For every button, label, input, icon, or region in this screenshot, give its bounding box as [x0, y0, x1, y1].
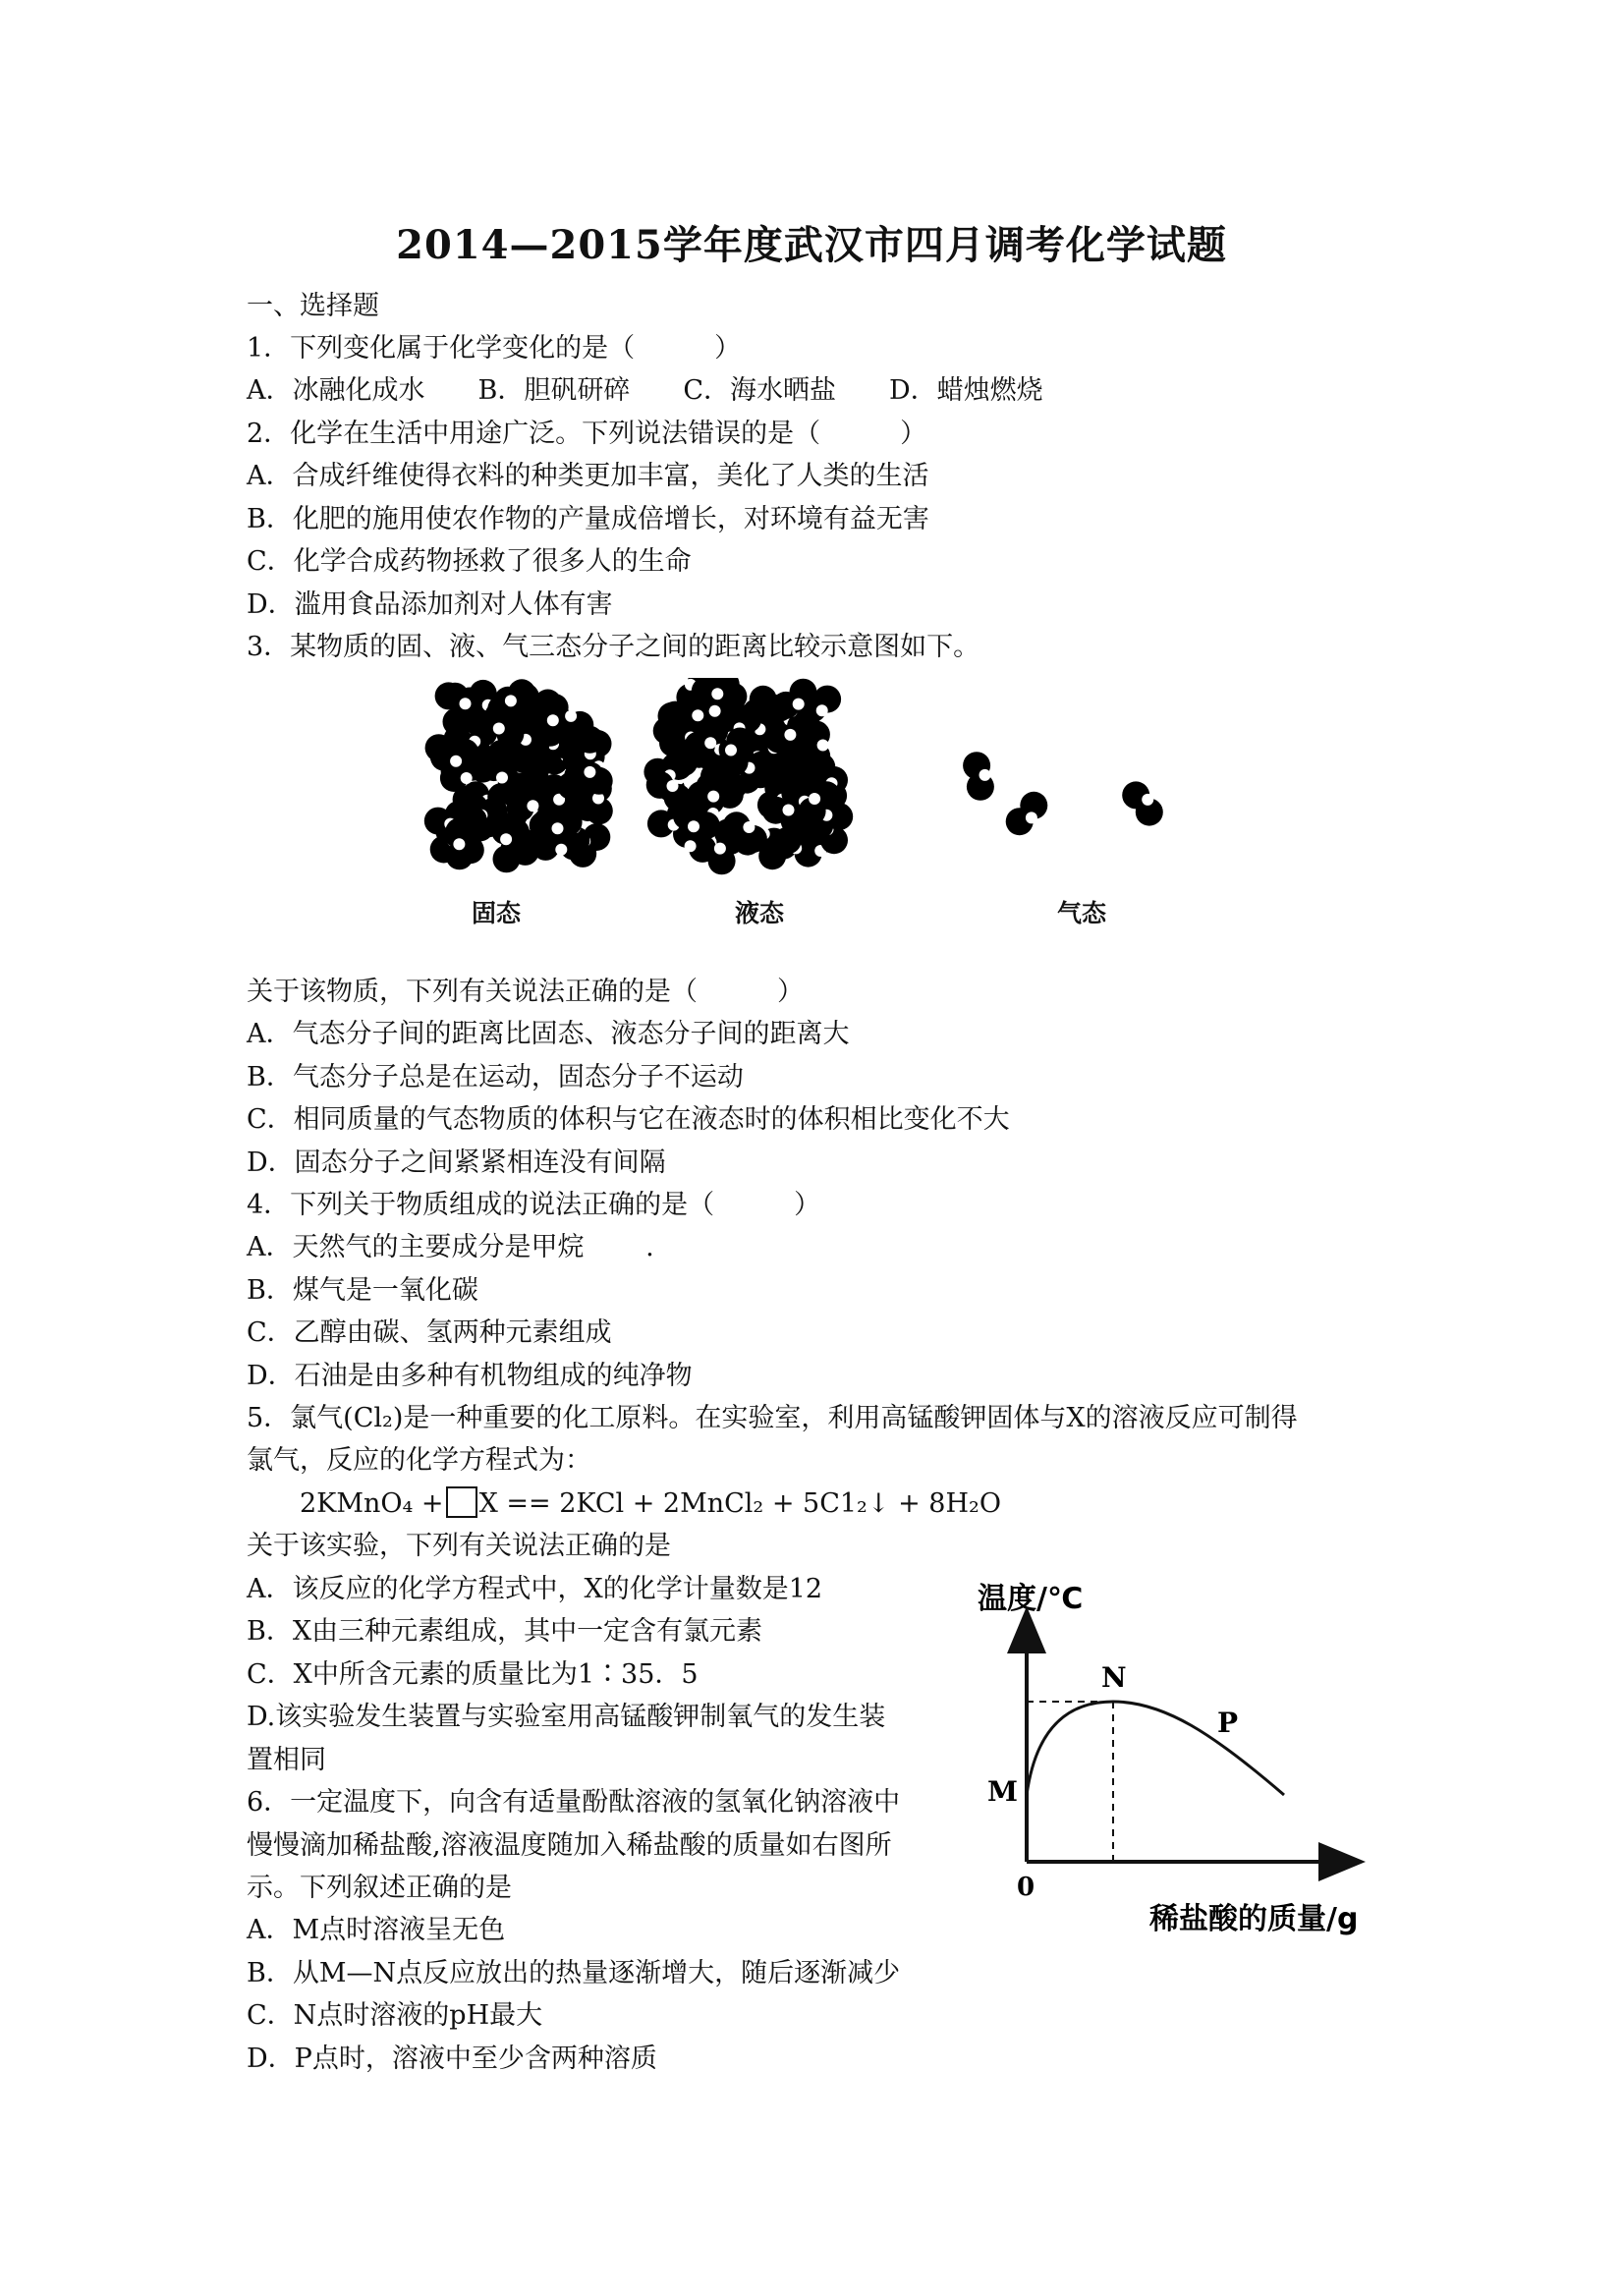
q5-option-d: D.该实验发生装置与实验室用高锰酸钾制氧气的发生装 [247, 1702, 886, 1732]
solid-state-image [424, 679, 613, 872]
question-6: 6．一定温度下，向含有适量酚酞溶液的氢氧化钠溶液中 [247, 1787, 901, 1818]
q4-option-c: C．乙醇由碳、氢两种元素组成 [247, 1317, 612, 1348]
liquid-label: 液态 [735, 899, 785, 927]
q5-option-d-cont: 置相同 [247, 1745, 326, 1775]
q4-option-a: A．天然气的主要成分是甲烷 . [247, 1232, 654, 1262]
point-n-label: N [1101, 1661, 1127, 1694]
q4-option-b: B．煤气是一氧化碳 [247, 1275, 478, 1306]
question-4: 4．下列关于物质组成的说法正确的是（ ） [247, 1190, 821, 1220]
q5-option-c: C．X中所含元素的质量比为1∶35．5 [247, 1659, 699, 1690]
q2-option-d: D．滥用食品添加剂对人体有害 [247, 589, 613, 620]
q6-option-c: C．N点时溶液的pH最大 [247, 2000, 543, 2031]
origin-label: 0 [1017, 1873, 1035, 1902]
q5-stem: 关于该实验，下列有关说法正确的是 [247, 1531, 671, 1561]
question-1: 1．下列变化属于化学变化的是（ ） [247, 333, 742, 364]
temperature-curve-figure [968, 1567, 1429, 1950]
question-6-cont1: 慢慢滴加稀盐酸,溶液温度随加入稀盐酸的质量如右图所 [247, 1830, 892, 1861]
equation-right: X == 2KCl + 2MnCl₂ + 5C1₂↓ + 8H₂O [478, 1488, 1001, 1519]
section-heading: 一、选择题 [247, 291, 379, 321]
q1-options: A．冰融化成水 B．胆矾研碎 C．海水晒盐 D．蜡烛燃烧 [247, 375, 1043, 406]
q3-option-a: A．气态分子间的距离比固态、液态分子间的距离大 [247, 1019, 850, 1049]
question-6-cont2: 示。下列叙述正确的是 [247, 1873, 512, 1903]
q3-option-d: D．固态分子之间紧紧相连没有间隔 [247, 1148, 666, 1178]
question-5: 5．氯气(Cl₂)是一种重要的化工原料。在实验室，利用高锰酸钾固体与X的溶液反应可制得 [247, 1403, 1298, 1433]
q2-option-c: C．化学合成药物拯救了很多人的生命 [247, 546, 692, 577]
q2-option-b: B．化肥的施用使农作物的产量成倍增长，对环境有益无害 [247, 504, 929, 534]
chemical-equation [300, 1486, 1001, 1521]
q2-option-a: A．合成纤维使得衣料的种类更加丰富，美化了人类的生活 [247, 461, 929, 491]
solid-label: 固态 [472, 899, 522, 927]
x-axis-label: 稀盐酸的质量/g [1149, 1902, 1359, 1936]
question-5-cont: 氯气，反应的化学方程式为： [247, 1445, 591, 1476]
q3-stem: 关于该物质，下列有关说法正确的是（ ） [247, 977, 804, 1007]
gas-label: 气态 [1057, 899, 1107, 927]
temperature-curve [1027, 1702, 1284, 1795]
q6-option-d: D．P点时，溶液中至少含两种溶质 [247, 2044, 657, 2074]
q6-option-b: B．从M—N点反应放出的热量逐渐增大，随后逐渐减少 [247, 1958, 901, 1988]
exam-title: 2014—2015学年度武汉市四月调考化学试题 [396, 222, 1227, 268]
y-axis-label: 温度/℃ [978, 1582, 1084, 1616]
q4-option-d: D．石油是由多种有机物组成的纯净物 [247, 1361, 693, 1391]
liquid-state-image [644, 678, 853, 874]
blank-box [446, 1486, 477, 1518]
q5-option-b: B．X由三种元素组成，其中一定含有氯元素 [247, 1616, 763, 1647]
q5-option-a: A．该反应的化学方程式中，X的化学计量数是12 [247, 1574, 823, 1604]
gas-state-image [963, 752, 1163, 835]
q3-option-c: C．相同质量的气态物质的体积与它在液态时的体积相比变化不大 [247, 1104, 1010, 1135]
question-3: 3．某物质的固、液、气三态分子之间的距离比较示意图如下。 [247, 632, 980, 662]
question-2: 2．化学在生活中用途广泛。下列说法错误的是（ ） [247, 419, 927, 449]
point-p-label: P [1217, 1707, 1239, 1739]
q3-option-b: B．气态分子总是在运动，固态分子不运动 [247, 1062, 744, 1092]
equation-left: 2KMnO₄ + [300, 1488, 444, 1519]
q6-option-a: A．M点时溶液呈无色 [247, 1915, 506, 1945]
point-m-label: M [987, 1775, 1018, 1808]
